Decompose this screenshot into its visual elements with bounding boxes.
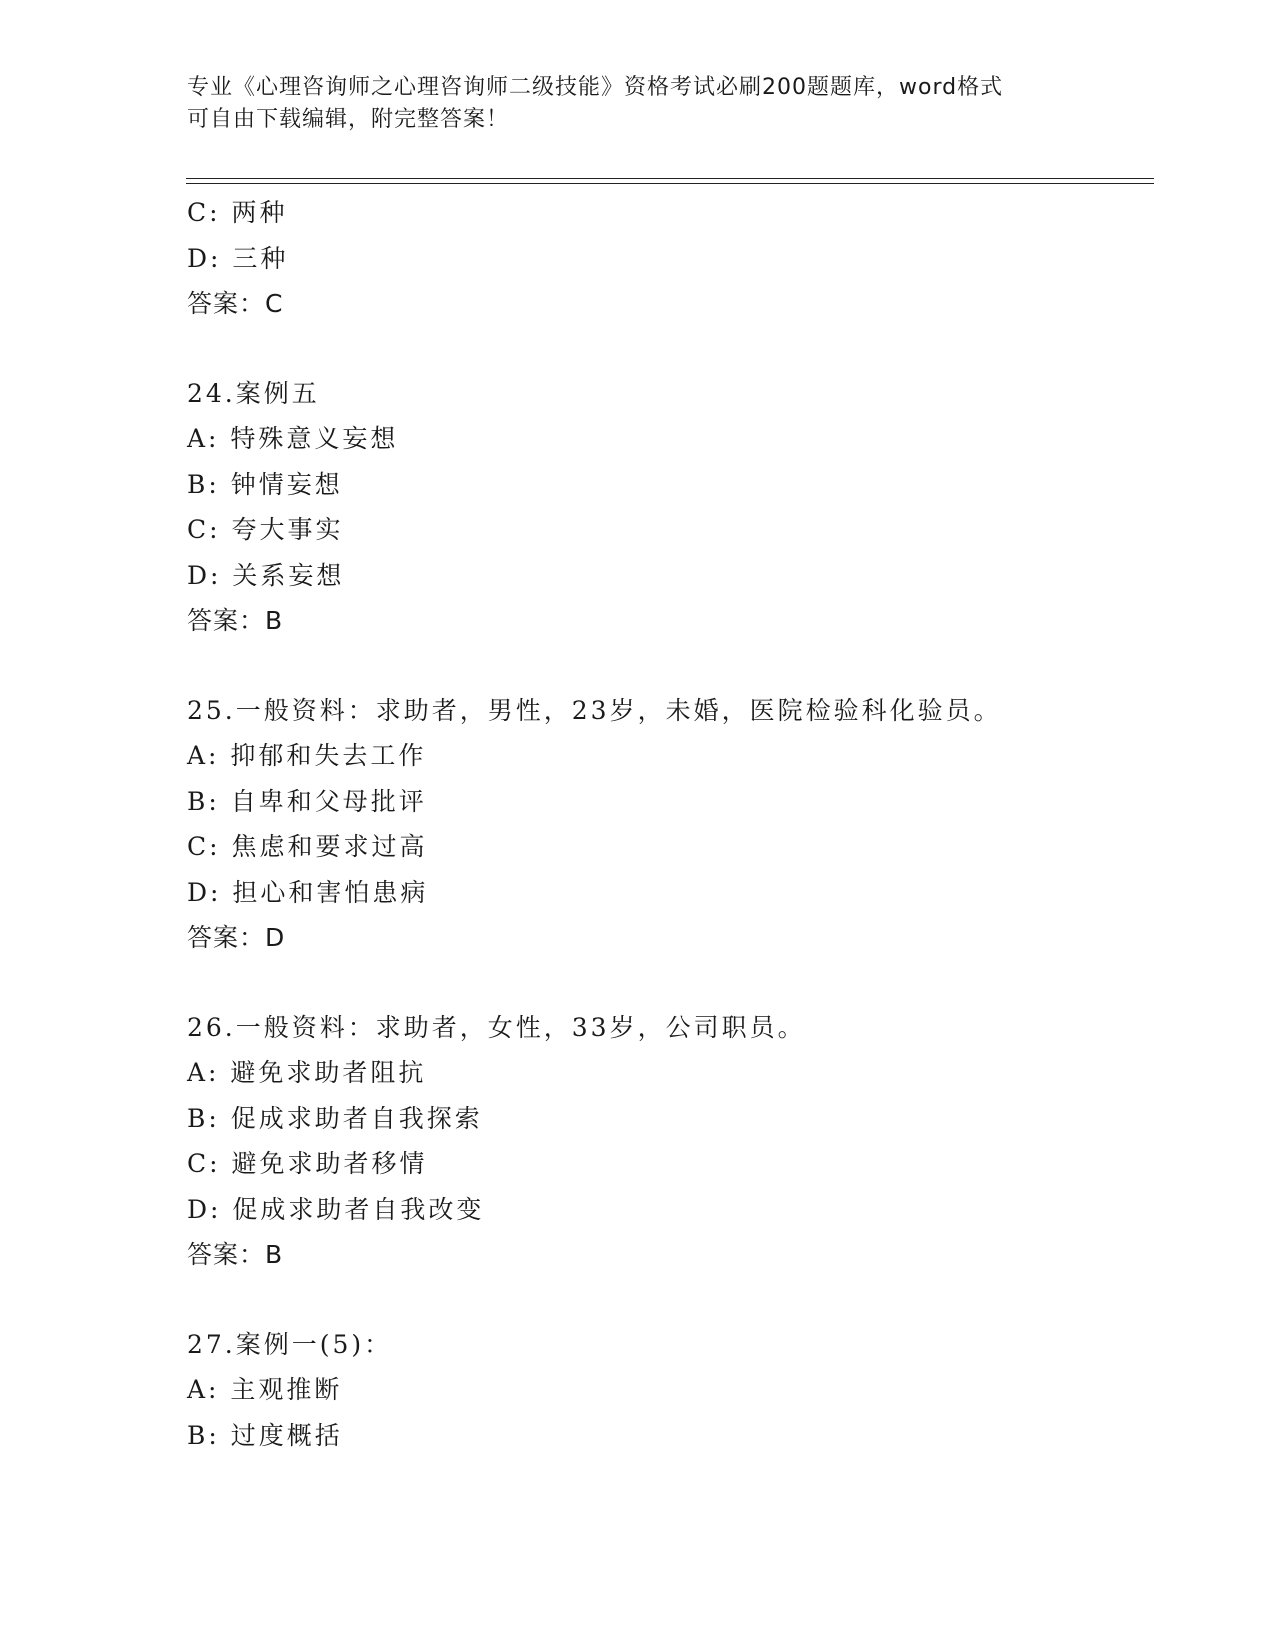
- option-d: D: 促成求助者自我改变: [187, 1194, 485, 1224]
- question-26-stem: 26.一般资料：求助者，女性，33岁，公司职员。: [187, 1012, 806, 1042]
- answer-line: 答案：B: [187, 1240, 284, 1269]
- option-a: A: 避免求助者阻抗: [187, 1058, 427, 1087]
- question-list: [187, 190, 1147, 1458]
- option-c: C: 夸大事实: [187, 515, 344, 544]
- option-d: D: 担心和害怕患病: [187, 877, 429, 907]
- header-line-2: 可自由下载编辑，附完整答案！: [187, 107, 510, 132]
- answer-line: 答案：C: [187, 289, 284, 318]
- option-b: B: 钟情妄想: [187, 469, 343, 499]
- option-d: D: 三种: [187, 243, 289, 273]
- option-d: D: 关系妄想: [187, 560, 345, 590]
- header-divider-bottom: [186, 183, 1154, 184]
- option-b: B: 促成求助者自我探索: [187, 1103, 483, 1133]
- option-a: A: 抑郁和失去工作: [187, 741, 427, 770]
- option-b: B: 过度概括: [187, 1420, 343, 1450]
- option-c: C: 避免求助者移情: [187, 1149, 428, 1178]
- option-b: B: 自卑和父母批评: [187, 786, 427, 816]
- option-c: C: 焦虑和要求过高: [187, 832, 428, 861]
- document-header: [187, 72, 1087, 136]
- question-24-stem: 24.案例五: [187, 378, 320, 408]
- option-a: A: 主观推断: [187, 1375, 343, 1404]
- question-25-stem: 25.一般资料：求助者，男性，23岁，未婚，医院检验科化验员。: [187, 695, 1002, 725]
- option-a: A: 特殊意义妄想: [187, 424, 399, 453]
- header-line-1: 专业《心理咨询师之心理咨询师二级技能》资格考试必刷200题题库，word格式: [187, 75, 1004, 100]
- header-divider-top: [186, 178, 1154, 179]
- answer-line: 答案：B: [187, 606, 284, 635]
- answer-line: 答案：D: [187, 923, 286, 952]
- question-27-stem: 27.案例一(5)：: [187, 1329, 393, 1359]
- option-c: C: 两种: [187, 198, 288, 227]
